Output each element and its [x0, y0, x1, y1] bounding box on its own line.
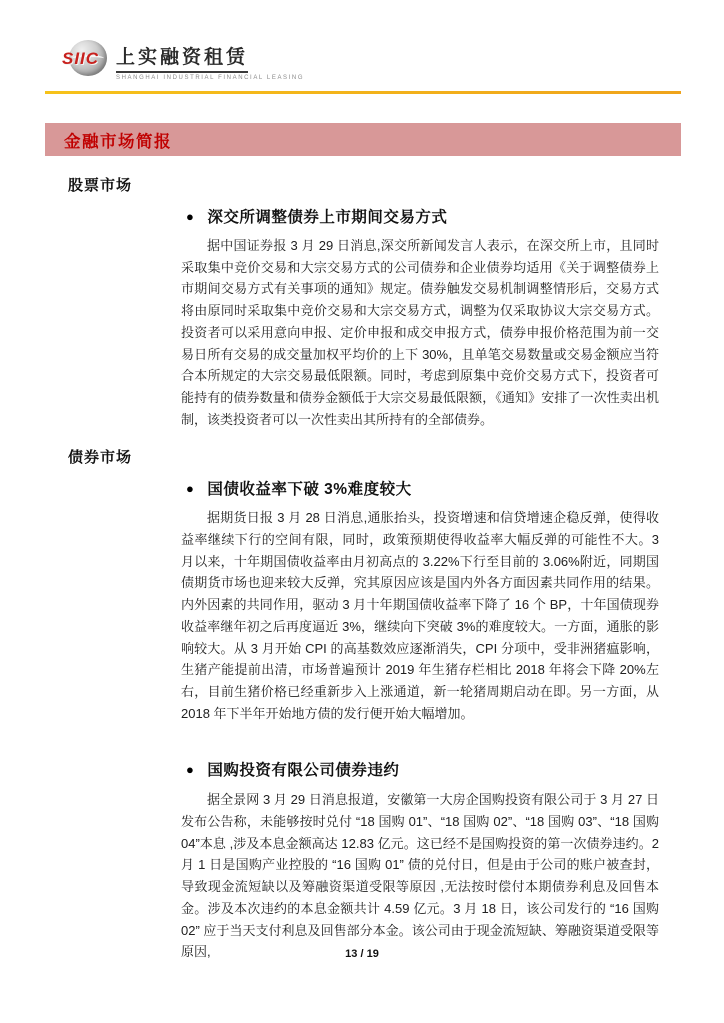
- bullet-icon: ●: [186, 208, 195, 224]
- bullet-icon: ●: [186, 761, 195, 777]
- news-heading: [186, 477, 724, 499]
- news-heading-text: 国购投资有限公司债券违约: [207, 762, 400, 780]
- header-divider-line: [45, 91, 681, 94]
- page-header: [0, 0, 724, 94]
- section-title-bond-market: 债券市场: [68, 449, 133, 467]
- siic-logo-text: SIIC: [62, 49, 100, 68]
- news-heading: [186, 205, 724, 227]
- company-logo: [62, 40, 681, 81]
- company-name-en: SHANGHAI INDUSTRIAL FINANCIAL LEASING: [116, 75, 305, 81]
- report-title: 金融市场简报: [64, 132, 172, 151]
- news-paragraph: 据全景网 3 月 29 日消息报道，安徽第一大房企国购投资有限公司于 3 月 27 日发布公告称，未能够按时兑付 “18 国购 01”、“18 国购 02”、“18 国购 03”、“18 国购 04”本息 ,涉及本息金额高达 12.83 亿元。这已经不是国购投资的第一次债券违约。2 月 1 日是国购产业控股的 “16 国购 01” 债的兑付日，但是由于公司的账户被查封，导致现金流短缺以及筹融资渠道受限等原因 ,无法按时偿付本期债券利息及回售本金。涉及本次违约的本息金额共计 4.59 亿元。3 月 18 日，该公司发行的 “16 国购 02” 应于当天支付利息及回售部分本金。该公司由于现金流短缺、筹融资渠道受限等原因,: [181, 792, 659, 960]
- page-number: 13 / 19: [345, 948, 379, 960]
- section-title-stock-market: 股票市场: [68, 177, 133, 194]
- company-name-cn: 上实融资租赁: [116, 42, 248, 73]
- bullet-icon: ●: [186, 480, 195, 496]
- siic-globe-icon: [62, 40, 107, 76]
- report-title-banner: [45, 123, 681, 156]
- report-body: [0, 174, 724, 963]
- news-heading: [186, 758, 724, 780]
- page-footer: [0, 948, 724, 960]
- news-paragraph: 据中国证券报 3 月 29 日消息,深交所新闻发言人表示，在深交所上市，且同时采取集中竞价交易和大宗交易方式的公司债券和企业债券均适用《关于调整债券上市期间交易方式有关事项的通知》规定。债券触发交易机制调整情形后，交易方式将由原同时采取集中竞价交易和大宗交易方式，调整为仅采取协议大宗交易方式。投资者可以采用意向申报、定价申报和成交申报方式，债券申报价格范围为前一交易日所有交易的成交量加权平均价的上下 30%，且单笔交易数量或交易金额应当符合本所规定的大宗交易最低限额。同时，考虑到原集中竞价交易方式下，投资者可能持有的债券数量和债券金额低于大宗交易最低限额，《通知》安排了一次性卖出机制，该类投资者可以一次性卖出其所持有的全部债券。: [181, 238, 659, 427]
- company-name-block: [116, 40, 304, 81]
- news-paragraph: 据期货日报 3 月 28 日消息,通胀抬头，投资增速和信贷增速企稳反弹，使得收益率继续下行的空间有限，同时，政策预期使得收益率大幅反弹的可能性不大。3 月以来，十年期国债收益率由月初高点的 3.22%下行至目前的 3.06%附近，同期国债期货市场也迎来较大反弹，究其原因应该是国内外各方面因素共同作用的结果。内外因素的共同作用，驱动 3 月十年期国债收益率下降了 16 个 BP，十年国债现券收益率继年初之后再度逼近 3%，继续向下突破 3%的难度较大。一方面，通胀的影响较大。从 3 月开始 CPI 的高基数效应逐渐消失，CPI 分项中，受非洲猪瘟影响，生猪产能提前出清，市场普遍预计 2019 年生猪存栏相比 2018 年将会下降 20%左右，目前生猪价格已经重新步入上涨通道，新一轮猪周期启动在即。另一方面，从 2018 年下半年开始地方债的发行便开始大幅增加。: [181, 510, 659, 721]
- news-heading-text: 国债收益率下破 3%难度较大: [207, 481, 412, 499]
- news-heading-text: 深交所调整债券上市期间交易方式: [207, 209, 448, 226]
